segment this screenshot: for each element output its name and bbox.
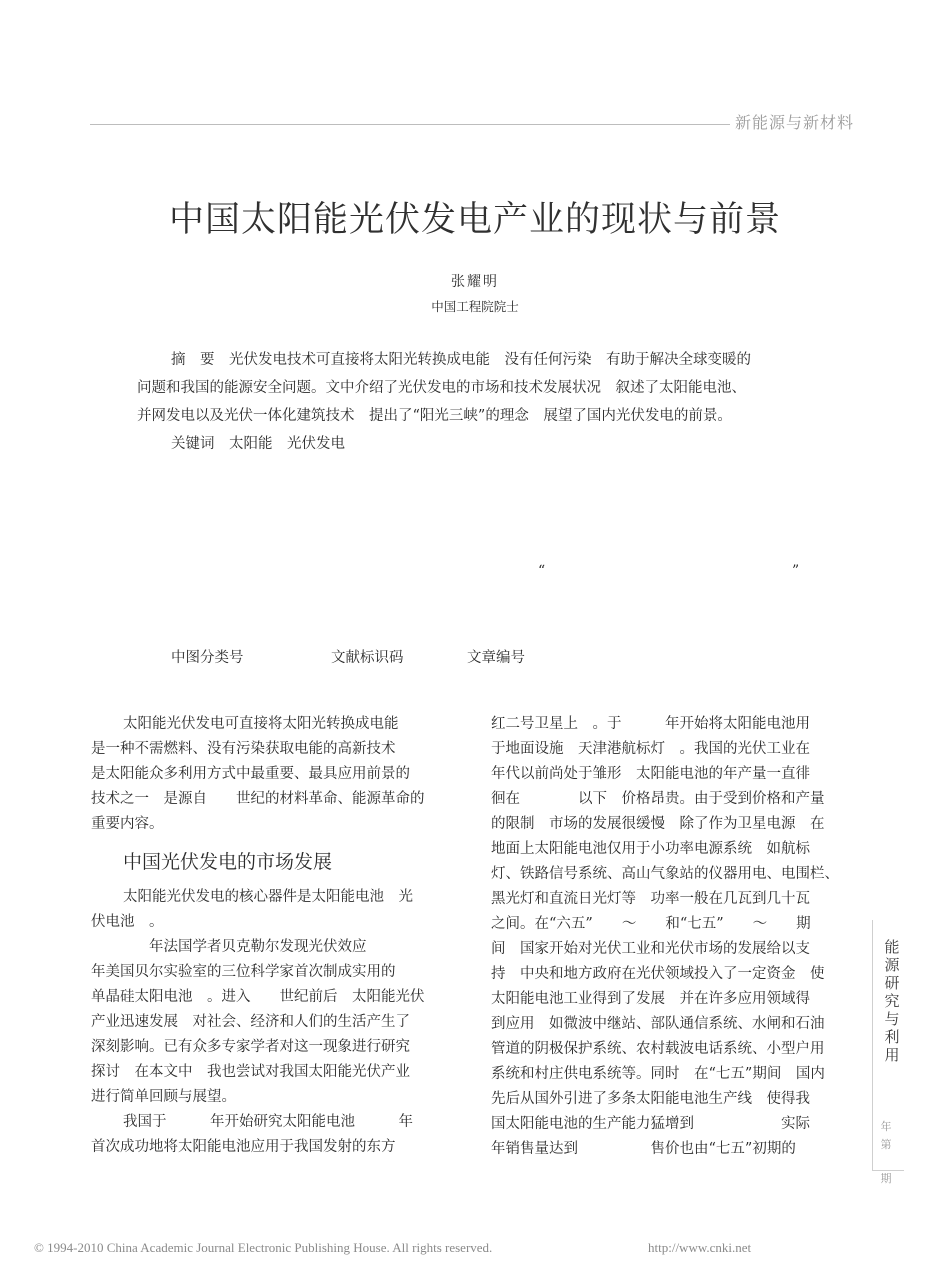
copyright-notice: © 1994-2010 China Academic Journal Electronic Publishing House. All rights reserved. (34, 1240, 493, 1255)
body-line: 探讨 在本文中 我也尝试对我国太阳能光伏产业 (91, 1064, 410, 1080)
body-line: 年美国贝尔实验室的三位科学家首次制成实用的 (91, 964, 396, 980)
journal-char: 究 (884, 992, 900, 1010)
body-line: 的限制 市场的发展很缓慢 除了作为卫星电源 在 (491, 816, 825, 832)
body-line: 技术之一 是源自 世纪的材料革命、能源革命的 (91, 791, 425, 807)
article-number-label: 文章编号 (467, 650, 525, 666)
body-line: 到应用 如微波中继站、部队通信系统、水闸和石油 (491, 1016, 825, 1032)
body-line: 之间。在“六五” ～ 和“七五” ～ 期 (491, 916, 811, 932)
author-affiliation: 中国工程院院士 (431, 299, 519, 314)
author-name: 张耀明 (451, 274, 499, 290)
body-line: 是太阳能众多利用方式中最重要、最具应用前景的 (91, 766, 410, 782)
year-issue-vertical (878, 1118, 894, 1188)
year-issue-char: 年 (880, 1120, 892, 1133)
body-line: 间 国家开始对光伏工业和光伏市场的发展给以支 (491, 941, 810, 957)
body-left-column (91, 712, 457, 1160)
body-line: 持 中央和地方政府在光伏领域投入了一定资金 使 (491, 966, 825, 982)
journal-name-vertical (880, 938, 904, 1064)
body-line: 产业迅速发展 对社会、经济和人们的生活产生了 (91, 1014, 410, 1030)
doc-code-label: 文献标识码 (331, 650, 404, 666)
paper-title: 中国太阳能光伏发电产业的现状与前景 (168, 200, 781, 240)
section-heading: 中国光伏发电的市场发展 (123, 851, 333, 873)
close-quote: ” (792, 563, 800, 579)
footer-url: http://www.cnki.net (648, 1240, 752, 1255)
body-line: 国太阳能电池的生产能力猛增到 实际 (491, 1116, 810, 1132)
keywords: 关键词 太阳能 光伏发电 (171, 436, 345, 452)
clc-label: 中图分类号 (171, 650, 244, 666)
body-line: 于地面设施 天津港航标灯 。我国的光伏工业在 (491, 741, 810, 757)
body-line: 系统和村庄供电系统等。同时 在“七五”期间 国内 (491, 1066, 825, 1082)
body-line: 年法国学者贝克勒尔发现光伏效应 (91, 939, 367, 955)
body-line: 我国于 年开始研究太阳能电池 年 (123, 1114, 413, 1130)
abstract-line: 摘 要 光伏发电技术可直接将太阳光转换成电能 没有任何污染 有助于解决全球变暖的 (171, 352, 751, 368)
body-line: 太阳能光伏发电的核心器件是太阳能电池 光 (123, 889, 413, 905)
body-line: 徊在 以下 价格昂贵。由于受到价格和产量 (491, 791, 825, 807)
body-line: 年销售量达到 售价也由“七五”初期的 (491, 1141, 796, 1157)
abstract (137, 346, 817, 458)
section-tag: 新能源与新材料 (734, 113, 854, 132)
body-line: 深刻影响。已有众多专家学者对这一现象进行研究 (91, 1039, 410, 1055)
body-line: 太阳能光伏发电可直接将太阳光转换成电能 (123, 716, 399, 732)
body-right-column (491, 712, 857, 1162)
journal-char: 利 (884, 1028, 900, 1046)
sidebar-rule (872, 920, 873, 1170)
body-line: 进行简单回顾与展望。 (91, 1089, 236, 1105)
journal-char: 能 (884, 938, 900, 956)
year-issue-char: 第 (880, 1138, 892, 1151)
header-rule (90, 124, 730, 125)
journal-char: 源 (884, 956, 900, 974)
open-quote: “ (538, 563, 546, 579)
body-line: 伏电池 。 (91, 914, 164, 930)
body-line: 先后从国外引进了多条太阳能电池生产线 使得我 (491, 1091, 810, 1107)
journal-char: 与 (884, 1010, 900, 1028)
journal-char: 研 (884, 974, 900, 992)
body-line: 管道的阴极保护系统、农村载波电话系统、小型户用 (491, 1041, 825, 1057)
body-line: 太阳能电池工业得到了发展 并在许多应用领域得 (491, 991, 810, 1007)
body-line: 单晶硅太阳电池 。进入 世纪前后 太阳能光伏 (91, 989, 425, 1005)
body-line: 重要内容。 (91, 816, 164, 832)
body-line: 红二号卫星上 。于 年开始将太阳能电池用 (491, 716, 810, 732)
body-line: 地面上太阳能电池仅用于小功率电源系统 如航标 (491, 841, 810, 857)
year-issue-char: 期 (880, 1172, 892, 1185)
abstract-line: 问题和我国的能源安全问题。文中介绍了光伏发电的市场和技术发展状况 叙述了太阳能电池、 (137, 380, 746, 396)
body-line: 首次成功地将太阳能电池应用于我国发射的东方 (91, 1139, 396, 1155)
body-line: 年代以前尚处于雏形 太阳能电池的年产量一直徘 (491, 766, 810, 782)
abstract-line: 并网发电以及光伏一体化建筑技术 提出了“阳光三峡”的理念 展望了国内光伏发电的前景。 (137, 408, 732, 424)
body-line: 黑光灯和直流日光灯等 功率一般在几瓦到几十瓦 (491, 891, 810, 907)
body-line: 灯、铁路信号系统、高山气象站的仪器用电、电围栏、 (491, 866, 839, 882)
journal-char: 用 (884, 1046, 900, 1064)
body-line: 是一种不需燃料、没有污染获取电能的高新技术 (91, 741, 396, 757)
sidebar-bottom-rule (872, 1170, 904, 1171)
